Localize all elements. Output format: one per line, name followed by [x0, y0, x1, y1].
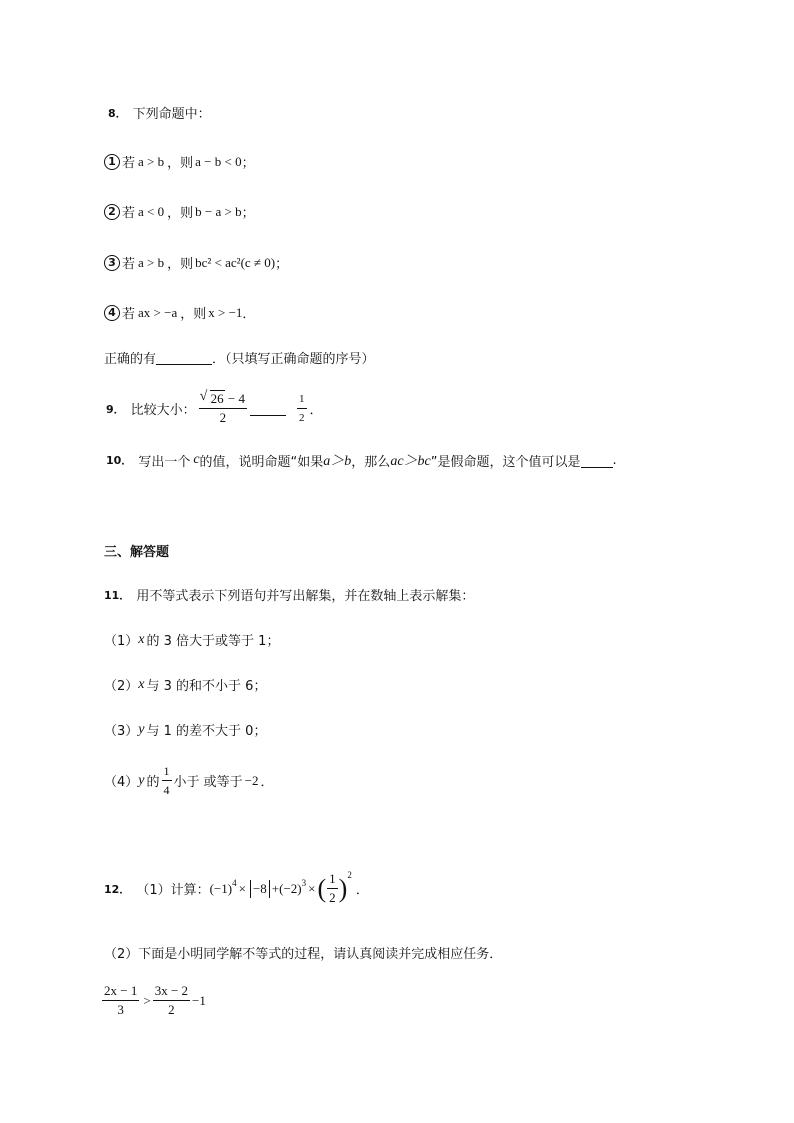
- part-text: 的: [146, 775, 160, 790]
- fraction-one-half: [297, 390, 307, 427]
- q11-part-1: [104, 630, 279, 649]
- question-number: 12．: [104, 882, 131, 896]
- question-text: 的值，说明命题“如果: [199, 454, 324, 470]
- item-text: 若: [122, 206, 136, 221]
- term-neg-one: (−1): [209, 880, 233, 896]
- fraction-one-half: [327, 870, 338, 907]
- fraction-one-quarter: [162, 762, 172, 799]
- numerator: 1: [162, 762, 172, 781]
- inequality-line: [102, 982, 206, 1019]
- radicand: 26: [210, 391, 224, 406]
- item-text: 若: [122, 307, 136, 322]
- question-number: 10．: [106, 454, 133, 467]
- circled-number: 3: [104, 255, 120, 271]
- variable-c: c: [193, 452, 200, 467]
- section-heading: [104, 541, 169, 560]
- answer-blank[interactable]: [581, 453, 613, 468]
- item-conclusion: b − a > b: [195, 203, 242, 219]
- q11-part-2: [104, 675, 266, 694]
- numerator: 3x − 2: [153, 982, 190, 1001]
- denominator: 2: [219, 410, 227, 425]
- item-text: ．: [242, 307, 256, 322]
- part-text: （2）下面是小明同学解不等式的过程，请认真阅读并完成相应任务．: [104, 947, 503, 962]
- part-label: （2）: [104, 679, 139, 694]
- q11-part-4: [104, 762, 274, 799]
- variable: x: [138, 631, 145, 647]
- item-condition: a < 0: [138, 203, 165, 219]
- left-paren: (: [317, 873, 327, 903]
- item-text: ，则: [167, 156, 194, 171]
- part-text: 的 3 倍大于或等于 1；: [146, 634, 280, 649]
- item-text: ，则: [180, 307, 207, 322]
- numerator-tail: − 4: [224, 391, 246, 406]
- fraction-left: [102, 982, 139, 1019]
- answer-prefix: 正确的有: [104, 352, 157, 367]
- section-title: 三、解答题: [104, 545, 170, 560]
- answer-suffix: ．（只填写正确命题的序号）: [212, 352, 375, 367]
- q12-part-2-line: [104, 943, 502, 962]
- right-paren: ): [338, 873, 348, 903]
- answer-blank[interactable]: [156, 350, 212, 365]
- times-sign: ×: [238, 880, 246, 896]
- q8-item-2: [104, 202, 255, 221]
- q8-answer-line: [104, 348, 375, 367]
- circled-number: 2: [104, 204, 120, 220]
- period: .: [612, 452, 617, 468]
- item-conclusion: a − b < 0: [195, 153, 242, 169]
- question-number: 9．: [106, 402, 125, 416]
- period: ．: [309, 403, 323, 418]
- variable: y: [138, 772, 145, 788]
- q11-stem-line: [104, 585, 474, 604]
- part-text: 小于 或等于: [173, 775, 243, 790]
- denominator: 2: [299, 412, 305, 424]
- item-text: 若: [122, 257, 136, 272]
- item-text: ；: [241, 206, 255, 221]
- absolute-value: −8: [250, 880, 270, 898]
- exponent: 3: [301, 877, 307, 888]
- denominator: 3: [117, 1002, 124, 1017]
- q8-item-1: [104, 152, 255, 171]
- circled-number: 4: [104, 305, 120, 321]
- item-conclusion: bc² < ac²(c ≠ 0): [195, 254, 276, 270]
- term-neg-two: (−2): [279, 880, 302, 896]
- question-text: 写出一个: [138, 454, 191, 470]
- period: ．: [260, 775, 274, 790]
- circled-number: 1: [104, 154, 120, 170]
- item-text: ，则: [167, 206, 194, 221]
- period: ．: [355, 883, 369, 898]
- denominator: 4: [163, 783, 170, 797]
- question-stem: 下列命题中：: [132, 107, 211, 122]
- times-sign: ×: [308, 880, 316, 896]
- item-condition: a > b: [138, 153, 165, 169]
- item-text: ；: [241, 156, 255, 171]
- numerator: 2x − 1: [102, 982, 139, 1001]
- fraction-sqrt26-minus4-over-2: [199, 390, 247, 427]
- item-text: ；: [275, 257, 289, 272]
- part-text: 与 1 的差不大于 0；: [146, 724, 267, 739]
- part-label: （3）: [104, 724, 139, 739]
- calc-expression: [210, 870, 352, 907]
- question-text: ”是假命题，这个值可以是: [430, 454, 581, 470]
- question-number: 11．: [104, 588, 131, 602]
- sqrt-symbol: [201, 390, 225, 408]
- greater-than-sign: >: [143, 992, 151, 1008]
- q8-item-3: [104, 253, 288, 272]
- denominator: 2: [168, 1002, 175, 1017]
- item-condition: a > b: [138, 254, 165, 270]
- item-text: ，则: [167, 257, 194, 272]
- condition-expression: a＞b: [323, 454, 352, 469]
- q11-part-3: [104, 720, 266, 739]
- variable: y: [138, 721, 145, 737]
- conclusion-expression: ac＞bc: [390, 454, 431, 469]
- part-label: （1）计算：: [136, 883, 210, 898]
- fraction-right: [153, 982, 190, 1019]
- item-conclusion: x > −1: [208, 304, 243, 320]
- question-stem: 用不等式表示下列语句并写出解集，并在数轴上表示解集：: [136, 589, 475, 604]
- part-label: （1）: [104, 634, 139, 649]
- q12-part-1-line: [104, 870, 369, 907]
- part-text: 与 3 的和不小于 6；: [146, 679, 267, 694]
- item-text: 若: [122, 156, 136, 171]
- question-text: ，那么: [351, 454, 391, 470]
- q8-stem-line: [108, 103, 211, 122]
- question-number: 8．: [108, 106, 127, 120]
- value: −2: [244, 772, 259, 788]
- variable: x: [138, 676, 145, 692]
- item-condition: ax > −a: [138, 304, 178, 320]
- q10-line: [106, 450, 617, 470]
- minus-one: −1: [192, 992, 206, 1008]
- exponent: 2: [347, 869, 352, 880]
- denominator: 2: [329, 890, 336, 905]
- plus-sign: +: [271, 880, 280, 896]
- exponent: 4: [232, 877, 237, 888]
- answer-blank[interactable]: [250, 401, 286, 416]
- part-label: （4）: [104, 775, 139, 790]
- q9-line: [106, 390, 323, 427]
- numerator: 1: [297, 390, 307, 409]
- question-stem: 比较大小：: [130, 403, 196, 418]
- q8-item-4: [104, 303, 255, 322]
- numerator: 1: [327, 870, 338, 889]
